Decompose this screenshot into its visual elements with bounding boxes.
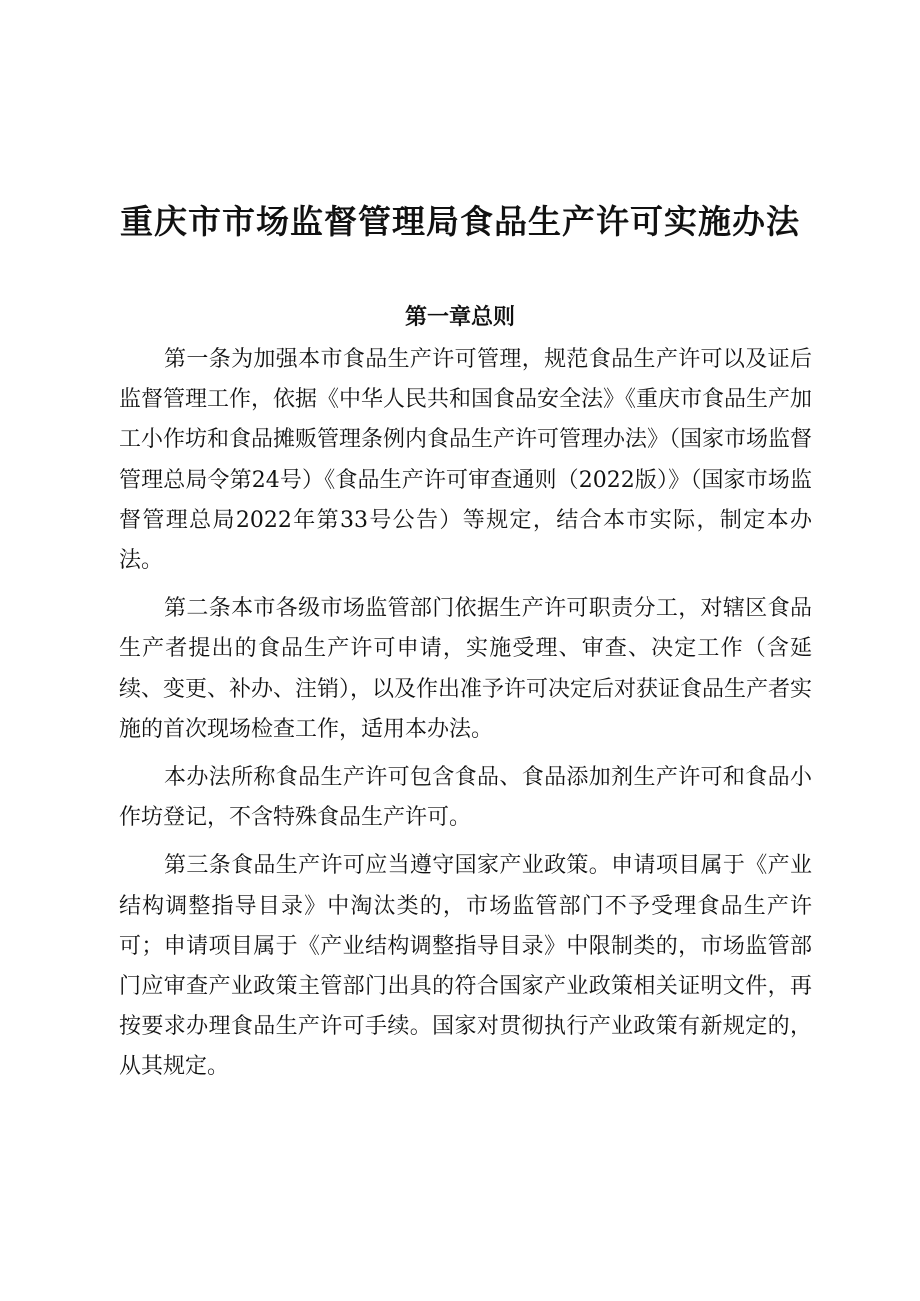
paragraph-article-3: 第三条食品生产许可应当遵守国家产业政策。申请项目属于《产业结构调整指导目录》中淘汰类的，市场监管部门不予受理食品生产许可；申请项目属于《产业结构调整指导目录》中限制类的，市场监管部门应审查产业政策主管部门出具的符合国家产业政策相关证明文件，再按要求办理食品生产许可手续。国家对贯彻执行产业政策有新规定的，从其规定。 (119, 853, 812, 1080)
paragraph-article-1: 第一条为加强本市食品生产许可管理，规范食品生产许可以及证后监督管理工作，依据《中华人民共和国食品安全法》《重庆市食品生产加工小作坊和食品摊贩管理条例内食品生产许可管理办法》（国家市场监督管理总局令第24号）《食品生产许可审查通则（2022版）》（国家市场监督管理总局2022年第33号公告）等规定，结合本市实际，制定本办法。 (119, 347, 813, 574)
paragraph-scope-note: 本办法所称食品生产许可包含食品、食品添加剂生产许可和食品小作坊登记，不含特殊食品生产许可。 (119, 765, 812, 831)
paragraph-article-2: 第二条本市各级市场监管部门依据生产许可职责分工，对辖区食品生产者提出的食品生产许可申请，实施受理、审查、决定工作（含延续、变更、补办、注销），以及作出准予许可决定后对获证食品生产者实施的首次现场检查工作，适用本办法。 (119, 596, 813, 742)
document-body (119, 340, 812, 1096)
document-title: 重庆市市场监督管理局食品生产许可实施办法 (120, 202, 800, 241)
chapter-title: 第一章总则 (404, 304, 515, 330)
